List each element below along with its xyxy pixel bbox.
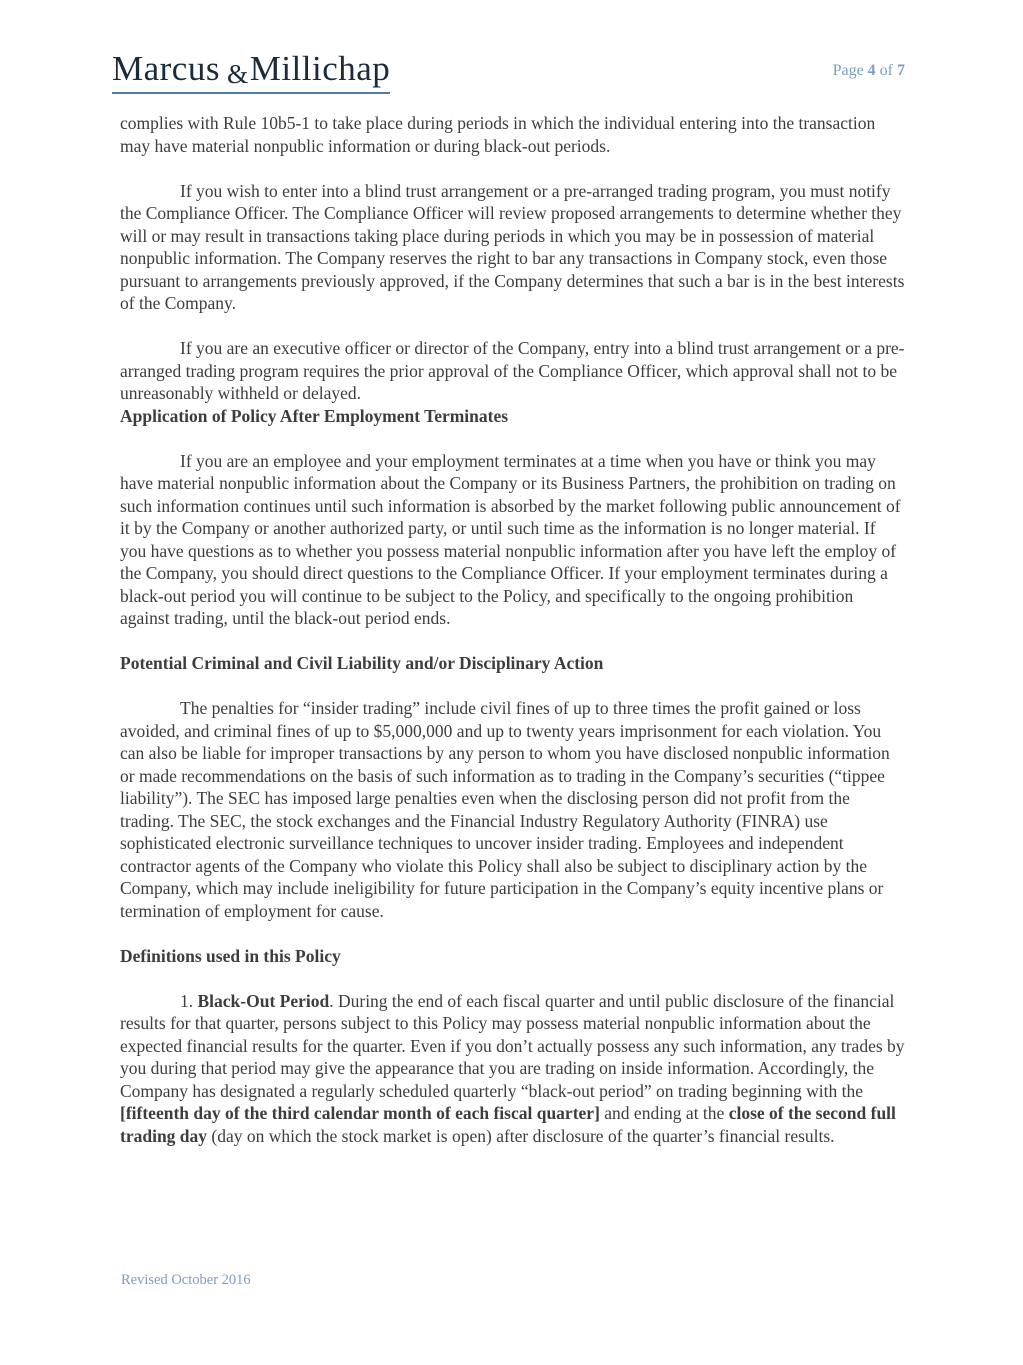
text-segment: If you are an employee and your employment terminates at a time when you have or think you may have material nonpublic information about the Company or its Business Partners, the prohibition on trading on such information continues until such information is absorbed by the market following public announcement of it by the Company or another authorized party, or until such time as the information is no longer material. If you have questions as to whether you possess material nonpublic information after you have left the employ of the Company, you should direct questions to the Compliance Officer. If your employment terminates during a black-out period you will continue to be subject to the Policy, and specifically to the ongoing prohibition against trading, until the black-out period ends. [120,450,901,628]
section-heading [120,945,906,968]
section-heading [120,405,906,428]
text-segment-bold: [fifteenth day of the third calendar month of each fiscal quarter] [120,1103,600,1123]
body-paragraph [120,450,906,630]
text-segment: The penalties for “insider trading” include civil fines of up to three times the profit gained or loss avoided, and criminal fines of up to $5,000,000 and up to twenty years imprisonment for each violation. You can also be liable for improper transactions by any person to whom you have disclosed nonpublic information or made recommendations on the basis of such information as to trading in the Company’s securities (“tippee liability”). The SEC has imposed large penalties even when the disclosing person did not profit from the trading. The SEC, the stock exchanges and the Financial Industry Regulatory Authority (FINRA) use sophisticated electronic surveillance techniques to uncover insider trading. Employees and independent contractor agents of the Company who violate this Policy shall also be subject to disciplinary action by the Company, which may include ineligibility for future participation in the Company’s equity incentive plans or termination of employment for cause. [120,698,890,921]
text-segment-bold: close of the second full trading day [120,1103,896,1146]
text-segment: . During the end of each fiscal quarter and until public disclosure of the financial results for that quarter, persons subject to this Policy may possess material nonpublic information about the expected financial results for the quarter. Even if you don’t actually possess any such information, any trades by you during that period may give the appearance that you are trading on inside information. Accordingly, the Company has designated a regularly scheduled quarterly “black-out period” on trading beginning with the [120,990,905,1101]
text-segment: Application of Policy After Employment Terminates [120,405,509,426]
company-logo [112,50,390,94]
text-segment: complies with Rule 10b5-1 to take place during periods in which the individual entering into the transaction may have material nonpublic information or during black-out periods. [120,113,876,156]
page-number-separator: of [879,62,893,79]
logo-part-millichap: Millichap [249,49,391,88]
text-segment: If you wish to enter into a blind trust arrangement or a pre-arranged trading program, you must notify the Compliance Officer. The Compliance Officer will review proposed arrangements to determine whether they will or may result in transactions taking place during periods in which you may be in possession of material nonpublic information. The Company reserves the right to bar any transactions in Company stock, even those pursuant to arrangements previously approved, if the Company determines that such a bar is in the best interests of the Company. [120,180,905,313]
page-number [833,62,905,80]
text-segment: (day on which the stock market is open) after disclosure of the quarter’s financial results. [207,1125,835,1146]
text-segment: 1. [180,990,198,1011]
body-paragraph [120,697,906,922]
page-header [112,50,905,94]
page-number-current: 4 [867,62,876,79]
section-heading [120,652,906,675]
page-number-total: 7 [897,62,905,79]
text-segment: and ending at the [599,1103,729,1123]
logo-ampersand: & [226,59,249,89]
logo-text [112,49,390,88]
text-segment: Potential Criminal and Civil Liability and/or Disciplinary Action [120,653,604,673]
body-paragraph [120,990,906,1148]
text-segment: Definitions used in this Policy [120,945,341,966]
logo-part-marcus: Marcus [112,49,220,88]
footer-revision: Revised October 2016 [121,1272,251,1288]
body-paragraph [120,180,906,315]
page-number-prefix: Page [832,62,864,79]
document-body [120,112,906,1170]
body-paragraph [120,112,906,157]
text-segment: If you are an executive officer or director of the Company, entry into a blind trust arrangement or a pre-arranged trading program requires the prior approval of the Compliance Officer, which approval shall not to be unreasonably withheld or delayed. [120,338,905,403]
text-segment-bold: Black-Out Period [197,990,330,1011]
body-paragraph [120,337,906,405]
logo-underline [112,92,390,94]
